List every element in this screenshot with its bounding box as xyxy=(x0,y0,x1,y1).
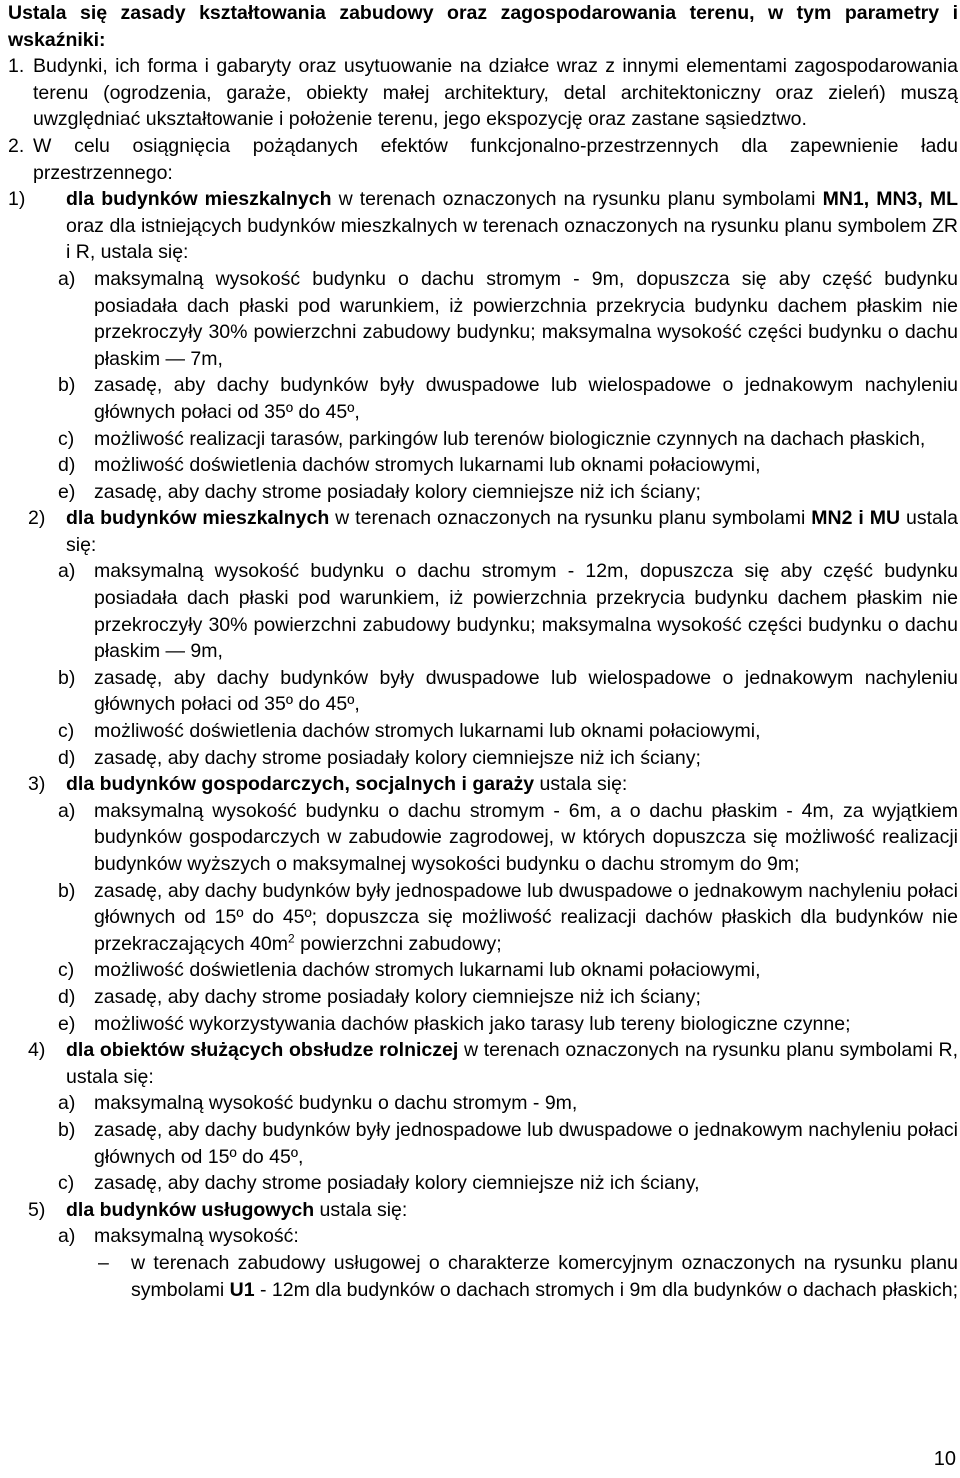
paragraph-1 xyxy=(8,53,958,133)
list-item xyxy=(8,1223,958,1250)
subsection-2 xyxy=(8,505,958,558)
list-item xyxy=(8,878,958,958)
item-label: e) xyxy=(58,1012,76,1035)
text-run: w terenach oznaczonych na rysunku planu symbolami xyxy=(329,507,812,530)
item-text: maksymalną wysokość budynku o dachu stromym - 9m, xyxy=(94,1092,578,1115)
list-item xyxy=(8,745,958,772)
bold-term: dla budynków mieszkalnych xyxy=(66,507,330,530)
text-run: oraz dla istniejących budynków mieszkalnych w terenach oznaczonych na rysunku planu symbolem ZR i R, ustala się: xyxy=(66,214,958,264)
item-text xyxy=(94,878,958,958)
item-label: a) xyxy=(58,267,76,290)
item-text: zasadę, aby dachy strome posiadały kolory ciemniejsze niż ich ściany; xyxy=(94,985,701,1008)
subsection-3 xyxy=(8,771,958,798)
item-label: a) xyxy=(58,1092,76,1115)
item-text: możliwość doświetlenia dachów stromych lukarnami lub oknami połaciowymi, xyxy=(94,454,761,477)
paragraph-number: 2. xyxy=(8,134,25,157)
paragraph-number: 1. xyxy=(8,55,25,78)
text-run: ustala się: xyxy=(314,1198,408,1221)
bold-term: dla budynków usługowych xyxy=(66,1198,315,1221)
item-label: d) xyxy=(58,746,76,769)
item-text: zasadę, aby dachy strome posiadały kolory ciemniejsze niż ich ściany; xyxy=(94,746,701,769)
text-run: - 12m dla budynków o dachach stromych i 9m dla budynków o dachach płaskich; xyxy=(254,1278,959,1301)
item-label: d) xyxy=(58,985,76,1008)
text-run: ustala się: xyxy=(66,507,959,556)
subsection-1 xyxy=(8,186,958,266)
paragraph-text: Budynki, ich forma i gabaryty oraz usytuowanie na działce wraz z innymi elementami zagospodarowania terenu (ogrodzenia, garaże, obiekty małej architektury, detal architektoniczny oraz zieleń) muszą uwzględniać ukształtowanie i położenie terenu, jego ekspozycję oraz zastane sąsiedztwo. xyxy=(33,55,958,131)
subsection-text xyxy=(66,1037,958,1090)
subsection-number: 3) xyxy=(28,773,46,796)
section-heading: Ustala się zasady kształtowania zabudowy oraz zagospodarowania terenu, w tym parametry i wskaźniki: xyxy=(8,2,958,51)
bold-term: dla obiektów służących obsłudze rolniczej xyxy=(66,1039,459,1062)
list-item xyxy=(8,426,958,453)
bold-term: MN1, MN3, ML xyxy=(822,188,959,211)
item-label: c) xyxy=(58,959,75,982)
item-text: możliwość wykorzystywania dachów płaskich jako tarasy lub tereny biologiczne czynne; xyxy=(94,1012,851,1035)
list-item xyxy=(8,1117,958,1170)
item-text: możliwość doświetlenia dachów stromych lukarnami lub oknami połaciowymi, xyxy=(94,959,761,982)
list-item xyxy=(8,479,958,506)
subsection-text xyxy=(66,505,958,558)
item-label: b) xyxy=(58,666,76,689)
item-label: c) xyxy=(58,427,75,450)
item-text: maksymalną wysokość budynku o dachu stromym - 12m, dopuszcza się aby część budynku posiadała dach płaski pod warunkiem, iż powierzchnia przekrycia budynku dachem płaskim nie przekroczyły 30% powierzchni zabudowy budynku; maksymalna wysokość części budynku o dachu płaskim — 9m, xyxy=(94,560,958,663)
paragraph-text: W celu osiągnięcia pożądanych efektów funkcjonalno-przestrzennych dla zapewnienie ładu przestrzennego: xyxy=(33,134,958,184)
list-item xyxy=(8,1170,958,1197)
item-text: zasadę, aby dachy strome posiadały kolory ciemniejsze niż ich ściany; xyxy=(94,480,701,503)
item-text: zasadę, aby dachy budynków były jednospadowe lub dwuspadowe o jednakowym nachyleniu połaci głównych od 15º do 45º, xyxy=(94,1118,958,1168)
subsection-number: 5) xyxy=(28,1198,46,1221)
item-label: a) xyxy=(58,1225,76,1248)
item-label: a) xyxy=(58,799,76,822)
dash-text xyxy=(131,1250,958,1303)
list-item xyxy=(8,1011,958,1038)
list-item xyxy=(8,372,958,425)
subsection-number: 1) xyxy=(8,188,26,211)
list-item xyxy=(8,266,958,372)
paragraph-2 xyxy=(8,133,958,186)
item-label: c) xyxy=(58,1172,75,1195)
bold-term: MN2 i MU xyxy=(811,507,901,530)
list-item xyxy=(8,984,958,1011)
item-text: maksymalną wysokość budynku o dachu stromym - 6m, a o dachu płaskim - 4m, za wyjątkiem budynków gospodarczych w zabudowie zagrodowej, w których dopuszcza się możliwość realizacji budynków wyższych o maksymalnej wysokości budynku o dachu stromym do 9m; xyxy=(94,799,958,875)
subsection-4 xyxy=(8,1037,958,1090)
subsection-text xyxy=(66,186,958,266)
item-label: b) xyxy=(58,879,76,902)
item-text: zasadę, aby dachy strome posiadały kolory ciemniejsze niż ich ściany, xyxy=(94,1172,700,1195)
item-text: maksymalną wysokość: xyxy=(94,1225,299,1248)
item-text: zasadę, aby dachy budynków były dwuspadowe lub wielospadowe o jednakowym nachyleniu głównych połaci od 35º do 45º, xyxy=(94,666,958,716)
item-label: a) xyxy=(58,560,76,583)
text-run: zasadę, aby dachy budynków były jednospadowe lub dwuspadowe o jednakowym nachyleniu połaci głównych od 15º do 45º; dopuszcza się możliwość realizacji dachów płaskich dla budynków nie przekraczających 40m xyxy=(94,879,958,955)
item-label: c) xyxy=(58,720,75,743)
text-run: w terenach zabudowy usługowej o charakterze komercyjnym oznaczonych na rysunku planu symbolami xyxy=(131,1251,958,1301)
dash-item xyxy=(8,1250,958,1303)
list-item xyxy=(8,798,958,878)
item-text: możliwość realizacji tarasów, parkingów lub terenów biologicznie czynnych na dachach płaskich, xyxy=(94,427,926,450)
bold-term: dla budynków mieszkalnych xyxy=(66,188,332,211)
subsection-number: 2) xyxy=(28,507,46,530)
document-body xyxy=(8,0,958,1303)
item-label: e) xyxy=(58,480,76,503)
subsection-number: 4) xyxy=(28,1039,46,1062)
subsection-text xyxy=(66,1197,958,1224)
list-item xyxy=(8,558,958,664)
list-item xyxy=(8,665,958,718)
list-item xyxy=(8,1090,958,1117)
text-run: ustala się: xyxy=(534,773,628,796)
subsection-5 xyxy=(8,1197,958,1224)
item-label: b) xyxy=(58,374,76,397)
superscript: 2 xyxy=(288,931,295,946)
item-text: możliwość doświetlenia dachów stromych lukarnami lub oknami połaciowymi, xyxy=(94,720,761,743)
bold-term: U1 xyxy=(229,1278,255,1301)
list-item xyxy=(8,452,958,479)
text-run: powierzchni zabudowy; xyxy=(294,932,502,955)
item-label: b) xyxy=(58,1118,76,1141)
list-item xyxy=(8,957,958,984)
list-item xyxy=(8,718,958,745)
text-run: w terenach oznaczonych na rysunku planu symbolami R, ustala się: xyxy=(66,1039,958,1088)
item-text: maksymalną wysokość budynku o dachu stromym - 9m, dopuszcza się aby część budynku posiadała dach płaski pod warunkiem, iż powierzchnia przekrycia budynku dachem płaskim nie przekroczyły 30% powierzchni zabudowy budynku; maksymalna wysokość części budynku o dachu płaskim — 7m, xyxy=(94,267,958,370)
bold-term: dla budynków gospodarczych, socjalnych i garaży xyxy=(66,773,535,796)
item-label: d) xyxy=(58,454,76,477)
page-number: 10 xyxy=(933,1448,956,1470)
text-run: w terenach oznaczonych na rysunku planu symbolami xyxy=(331,188,823,211)
item-text: zasadę, aby dachy budynków były dwuspadowe lub wielospadowe o jednakowym nachyleniu głównych połaci od 35º do 45º, xyxy=(94,374,958,423)
subsection-text xyxy=(66,771,958,798)
dash-bullet: – xyxy=(98,1251,109,1274)
